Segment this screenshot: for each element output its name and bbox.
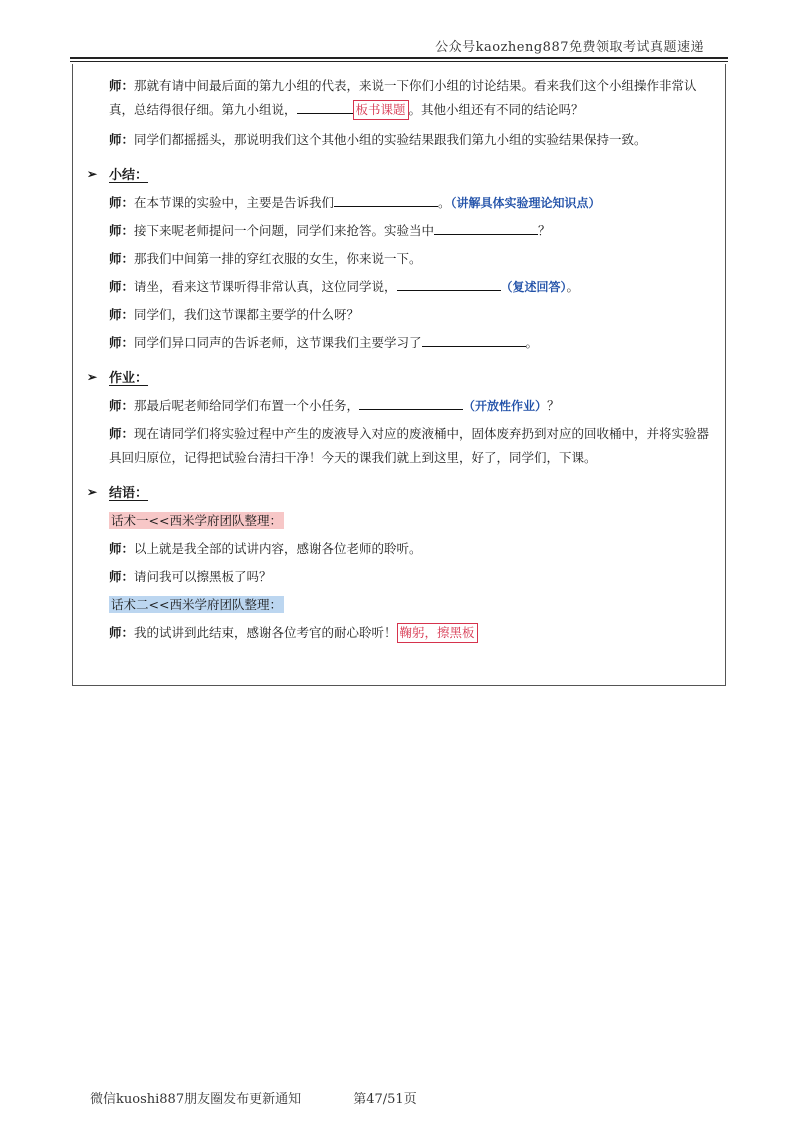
action-box: 鞠躬，擦黑板 [397, 623, 478, 643]
speaker-label: 师： [109, 307, 135, 322]
line-text: 。 [438, 195, 451, 210]
teacher-note: （讲解具体实验理论知识点） [450, 196, 601, 210]
page-number: 第47/51页 [353, 1092, 417, 1107]
section-homework [87, 367, 717, 386]
speaker-label: 师： [109, 541, 135, 556]
line-text: 那我们中间第一排的穿红衣服的女生，你来说一下。 [134, 251, 422, 266]
footer-notice: 微信kuoshi887朋友圈发布更新通知 [90, 1092, 302, 1107]
script-2-label [109, 593, 717, 617]
answer-blank [397, 276, 501, 291]
page-header: 公众号kaozheng887免费领取考试真题速递 [435, 40, 704, 55]
line-text: 请坐，看来这节课听得非常认真，这位同学说， [134, 279, 397, 294]
paragraph-text: 那就有请中间最后面的第九小组的代表，来说一下你们小组的讨论结果。看来我们这个小组操作非常认真，总结得很仔细。第九小组说， [109, 78, 697, 117]
summary-line-1 [109, 191, 717, 215]
header-rule-thin [70, 61, 728, 62]
arrow-bullet-icon: ➢ [87, 166, 98, 181]
speaker-label: 师： [109, 279, 135, 294]
content-box [72, 64, 726, 686]
line-text: 。 [566, 279, 580, 294]
speaker-label: 师： [109, 426, 135, 441]
paragraph-text: 。其他小组还有不同的结论吗？ [408, 102, 584, 117]
speaker-label: 师： [109, 251, 135, 266]
paragraph-2 [109, 128, 717, 152]
line-text: 在本节课的实验中，主要是告诉我们 [134, 195, 335, 210]
homework-line-2 [109, 422, 717, 470]
board-title-box: 板书课题 [353, 100, 409, 120]
script-1-line-1 [109, 537, 717, 561]
script-label-highlight: 话术二<<西米学府团队整理： [111, 597, 282, 612]
line-text: 同学们，我们这节课都主要学的什么呀？ [134, 307, 360, 322]
script-1-label [109, 509, 717, 533]
line-text: 那最后呢老师给同学们布置一个小任务， [134, 398, 360, 413]
page-footer [90, 1088, 417, 1107]
line-text: 以上就是我全部的试讲内容，感谢各位老师的聆听。 [134, 541, 422, 556]
answer-blank [359, 395, 463, 410]
summary-line-5 [109, 303, 717, 327]
line-text: ？ [538, 223, 551, 238]
summary-line-3 [109, 247, 717, 271]
speaker-label: 师： [109, 398, 135, 413]
line-text: ？ [547, 398, 560, 413]
header-rule [70, 57, 728, 59]
speaker-label: 师： [109, 569, 135, 584]
line-text: 。 [525, 335, 539, 350]
summary-line-4 [109, 275, 717, 299]
script-label-highlight: 话术一<<西米学府团队整理： [111, 513, 282, 528]
speaker-label: 师： [109, 335, 135, 350]
speaker-label: 师： [109, 132, 135, 147]
line-text: 现在请同学们将实验过程中产生的废液导入对应的废液桶中，固体废弃扔到对应的回收桶中，并将实验器具回归原位，记得把试验台清扫干净！今天的课我们就上到这里，好了，同学们，下课。 [109, 426, 710, 465]
line-text: 同学们异口同声的告诉老师，这节课我们主要学习了 [134, 335, 422, 350]
line-text: 请问我可以擦黑板了吗？ [134, 569, 272, 584]
summary-line-6 [109, 331, 717, 355]
section-closing [87, 482, 717, 501]
paragraph-text: 同学们都摇摇头，那说明我们这个其他小组的实验结果跟我们第九小组的实验结果保持一致。 [134, 132, 647, 147]
section-title: 结语： [109, 486, 149, 501]
speaker-label: 师： [109, 195, 135, 210]
speaker-label: 师： [109, 625, 135, 640]
teacher-note: （复述回答） [500, 280, 567, 294]
answer-blank [422, 332, 526, 347]
paragraph-1 [109, 74, 717, 122]
section-title: 作业： [109, 371, 149, 386]
answer-blank [334, 192, 438, 207]
arrow-bullet-icon: ➢ [87, 369, 98, 384]
answer-blank [434, 220, 538, 235]
homework-line-1 [109, 394, 717, 418]
script-1-line-2 [109, 565, 717, 589]
arrow-bullet-icon: ➢ [87, 484, 98, 499]
line-text: 我的试讲到此结束，感谢各位考官的耐心聆听！ [134, 625, 397, 640]
section-title: 小结： [109, 168, 149, 183]
speaker-label: 师： [109, 223, 135, 238]
teacher-note: （开放性作业） [463, 399, 548, 413]
speaker-label: 师： [109, 78, 135, 93]
summary-line-2 [109, 219, 717, 243]
answer-blank [297, 99, 353, 114]
section-summary [87, 164, 717, 183]
line-text: 接下来呢老师提问一个问题，同学们来抢答。实验当中 [134, 223, 435, 238]
script-2-line [109, 621, 717, 645]
